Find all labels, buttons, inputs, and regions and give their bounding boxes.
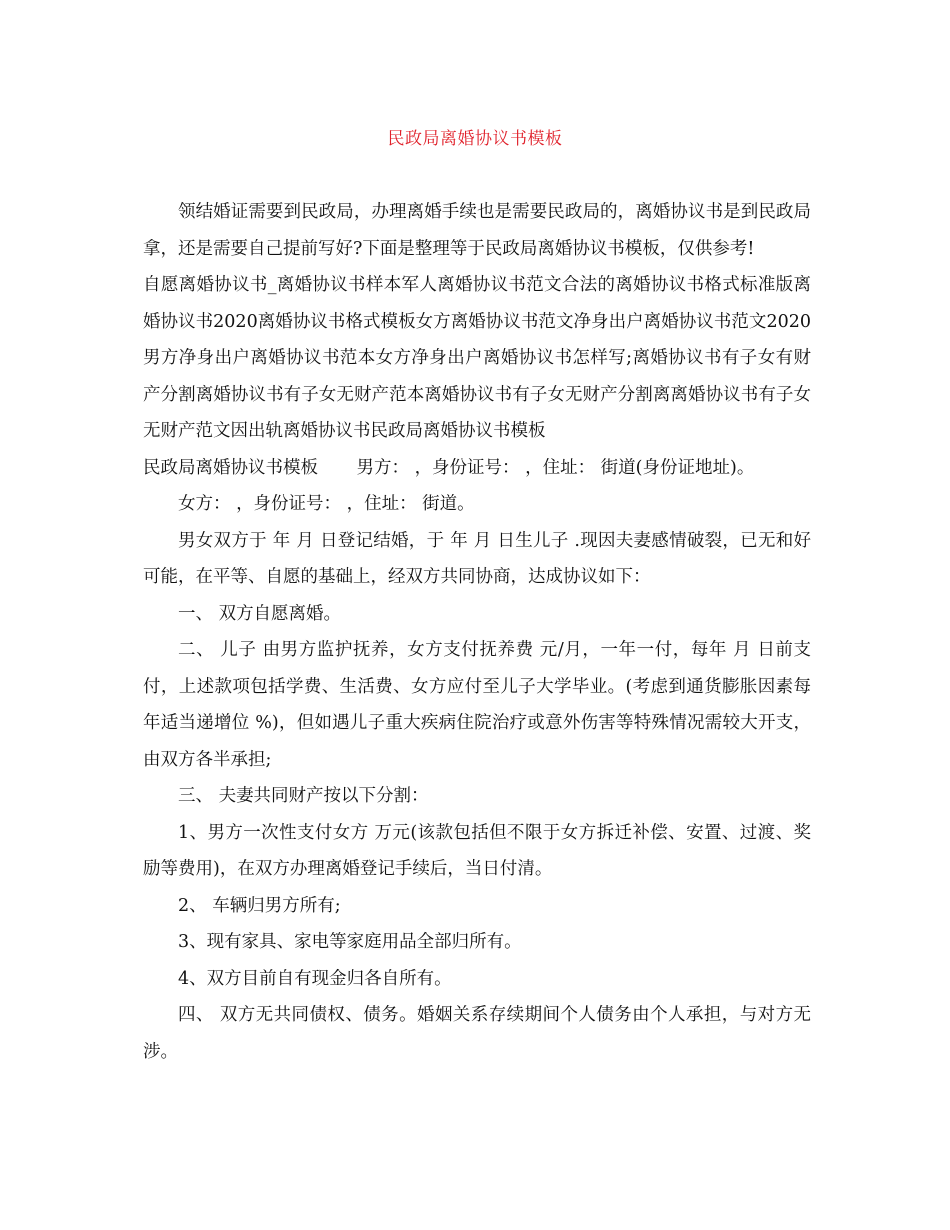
document-body xyxy=(143,194,811,1070)
marriage-paragraph: 男女双方于 年 月 日登记结婚，于 年 月 日生儿子 .现因夫妻感情破裂，已无和好可能，在平等、自愿的基础上，经双方共同协商，达成协议如下： xyxy=(143,530,811,587)
property-item-2: 2、 车辆归男方所有; xyxy=(178,895,341,916)
female-party-paragraph: 女方： ，身份证号： ，住址： 街道。 xyxy=(178,494,475,514)
document-title: 民政局离婚协议书模板 xyxy=(387,129,563,149)
party-line xyxy=(143,450,811,487)
property-item-4: 4、双方目前自有现金归各自所有。 xyxy=(178,968,452,989)
clause-3: 三、 夫妻共同财产按以下分割： xyxy=(178,786,429,806)
clause-2: 二、 儿子 由男方监护抚养，女方支付抚养费 元/月，一年一付，每年 月 日前支付，上述款项包括学费、生活费、女方应付至儿子大学毕业。(考虑到通货膨胀因素每年适当递增位 %)，但如遇儿子重大疾病住院治疗或意外伤害等特殊情况需较大开支，由双方各半承担; xyxy=(143,640,811,770)
intro-paragraph: 领结婚证需要到民政局，办理离婚手续也是需要民政局的，离婚协议书是到民政局拿，还是需要自己提前写好?下面是整理等于民政局离婚协议书模板，仅供参考! xyxy=(143,202,811,259)
clause-4: 四、 双方无共同债权、债务。婚姻关系存续期间个人债务由个人承担，与对方无涉。 xyxy=(143,1005,811,1062)
property-item-1: 1、男方一次性支付女方 万元(该款包括但不限于女方拆迁补偿、安置、过渡、奖励等费用)，在双方办理离婚登记手续后，当日付清。 xyxy=(143,822,811,879)
property-item-3: 3、现有家具、家电等家庭用品全部归所有。 xyxy=(178,932,522,952)
clause-1: 一、 双方自愿离婚。 xyxy=(178,603,342,624)
template-label: 民政局离婚协议书模板 xyxy=(143,457,318,478)
male-party-text: 男方： ，身份证号： ，住址： 街道(身份证地址)。 xyxy=(356,457,755,478)
related-links-paragraph: 自愿离婚协议书_离婚协议书样本军人离婚协议书范文合法的离婚协议书格式标准版离婚协议书2020离婚协议书格式模板女方离婚协议书范文净身出户离婚协议书范文2020男方净身出户离婚协议书范本女方净身出户离婚协议书怎样写;离婚协议书有子女有财产分割离婚协议书有子女无财产范本离婚协议书有子女无财产分割离离婚协议书有子女无财产范文因出轨离婚协议书民政局离婚协议书模板 xyxy=(143,275,811,441)
